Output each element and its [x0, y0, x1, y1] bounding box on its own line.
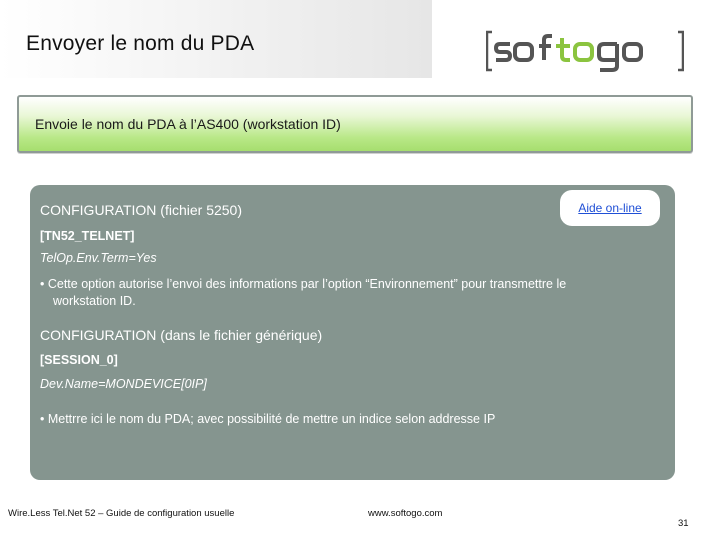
section1-bullet-line2: workstation ID.: [53, 294, 136, 308]
section2-heading-main: CONFIGURATION: [40, 327, 157, 343]
softogo-logo: [486, 30, 684, 72]
config-panel: [30, 185, 675, 480]
section1-setting: TelOp.Env.Term=Yes: [40, 251, 157, 265]
section1-bullet-line1: • Cette option autorise l’envoi des informations par l’option “Environnement” pour transmettre le: [40, 277, 567, 291]
help-online-button[interactable]: [560, 190, 660, 226]
section2-block: [SESSION_0]: [40, 353, 118, 367]
section2-setting: Dev.Name=MONDEVICE[0IP]: [40, 377, 207, 391]
banner: [17, 95, 693, 153]
page-number: 31: [678, 518, 689, 529]
section1-block: [TN52_TELNET]: [40, 229, 135, 243]
section2-heading: [40, 327, 322, 343]
page-title: Envoyer le nom du PDA: [26, 32, 255, 55]
section1-heading-sub: (fichier 5250): [160, 202, 242, 218]
section2-bullet: • Mettrre ici le nom du PDA; avec possibilité de mettre un indice selon addresse IP: [40, 412, 496, 426]
section1-bullet: [40, 276, 640, 310]
banner-text: Envoie le nom du PDA à l’AS400 (workstation ID): [35, 116, 341, 132]
section1-heading: [40, 202, 242, 218]
help-online-link[interactable]: Aide on-line: [578, 201, 642, 215]
section1-heading-main: CONFIGURATION: [40, 202, 157, 218]
section2-heading-sub: (dans le fichier générique): [160, 327, 323, 343]
footer-website: www.softogo.com: [368, 508, 443, 519]
footer-guide-title: Wire.Less Tel.Net 52 – Guide de configuration usuelle: [8, 508, 235, 519]
